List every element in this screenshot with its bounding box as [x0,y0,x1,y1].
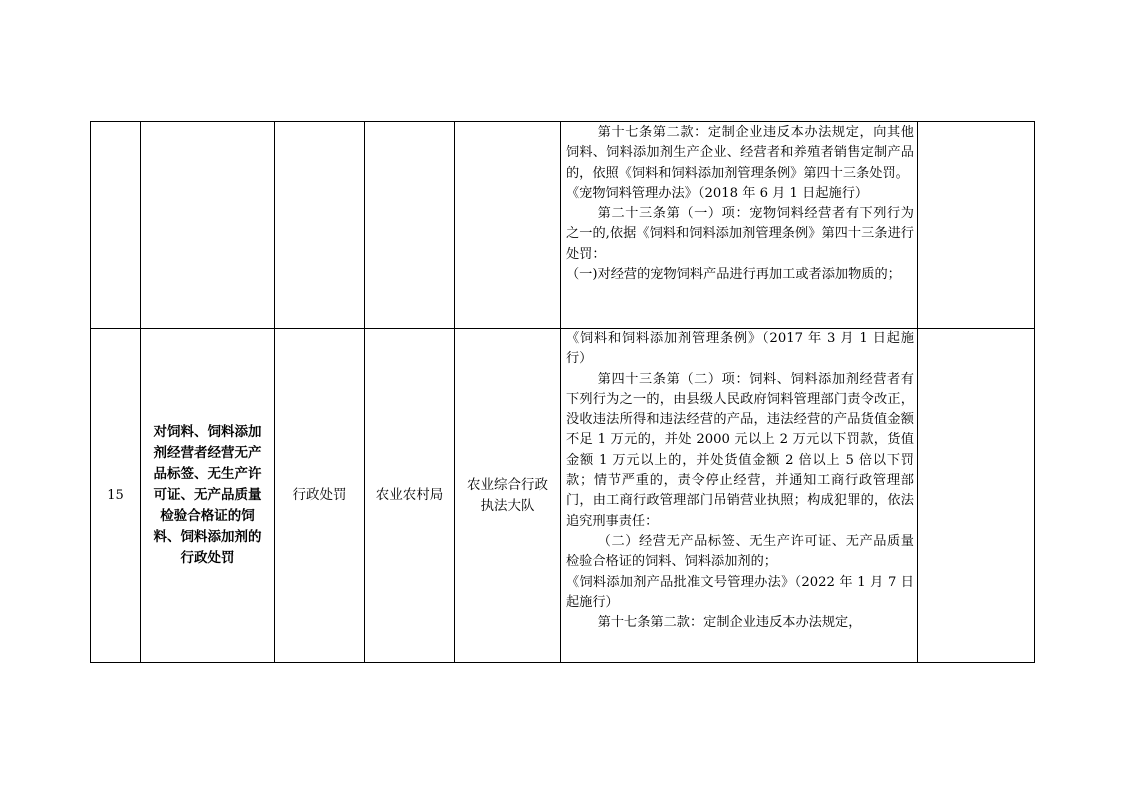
legal-basis-cell [561,122,918,329]
item-name-cell: 对饲料、饲料添加剂经营者经营无产品标签、无生产许可证、无产品质量检验合格证的饲料、饲料添加剂的行政处罚 [141,329,275,663]
enforcement-table [90,121,1035,663]
basis-paragraph: 第十七条第二款：定制企业违反本办法规定， [597,615,862,631]
legal-basis-cell [561,329,918,663]
basis-paragraph: 第二十三条第（一）项：宠物饲料经营者有下列行为之一的,依据《饲料和饲料添加剂管理条例》第四十三条进行处罚： [566,206,914,262]
table-row [91,122,1035,329]
basis-paragraph: 《饲料和饲料添加剂管理条例》（2017 年 3 月 1 日起施行） [566,331,914,367]
basis-paragraph: 第四十三条第（二）项：饲料、饲料添加剂经营者有下列行为之一的，由县级人民政府饲料管理部门责令改正，没收违法所得和违法经营的产品，违法经营的产品货值金额不足 1 万元的，并处 2000 元以上 2 万元以下罚款，货值金额 1 万元以上的，并处货值金额 2 倍以上 5 倍以下罚款；情节严重的，责令停止经营，并通知工商行政管理部门，由工商行政管理部门吊销营业执照；构成犯罪的，依法追究刑事责任： [566,371,914,529]
executor-cell [455,122,561,329]
basis-paragraph: 《宠物饲料管理办法》（2018 年 6 月 1 日起施行） [566,185,869,201]
table-row [91,329,1035,663]
remark-cell [918,122,1035,329]
row-number-cell: 15 [91,329,141,663]
executor-cell: 农业综合行政执法大队 [455,329,561,663]
category-cell [275,122,365,329]
basis-paragraph: （二）经营无产品标签、无生产许可证、无产品质量检验合格证的饲料、饲料添加剂的； [566,533,914,570]
category-cell: 行政处罚 [275,329,365,663]
department-cell [365,122,455,329]
item-name-cell [141,122,275,329]
basis-paragraph: 第十七条第二款：定制企业违反本办法规定，向其他饲料、饲料添加剂生产企业、经营者和养殖者销售定制产品的，依照《饲料和饲料添加剂管理条例》第四十三条处罚。 [566,125,914,181]
remark-cell [918,329,1035,663]
department-cell: 农业农村局 [365,329,455,663]
basis-paragraph: （一)对经营的宠物饲料产品进行再加工或者添加物质的； [566,267,901,283]
basis-paragraph: 《饲料添加剂产品批准文号管理办法》（2022 年 1 月 7 日起施行） [566,574,914,610]
row-number-cell [91,122,141,329]
